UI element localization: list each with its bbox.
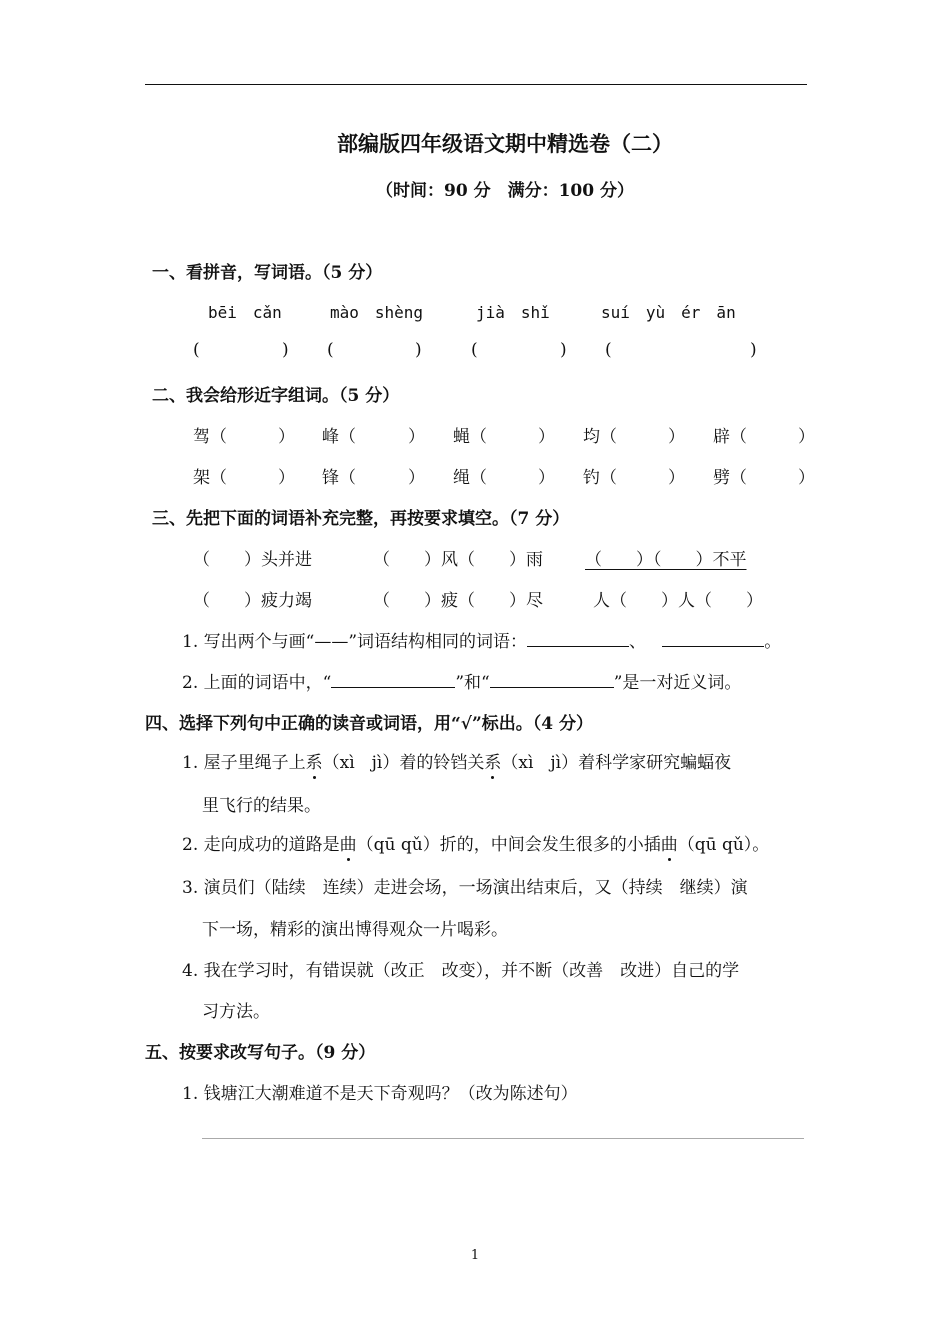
- pinyin-2: mào shèng: [330, 303, 424, 322]
- dotted-char-qu-2: 曲: [661, 830, 678, 855]
- char-item-2-4: 钓（: [583, 468, 617, 488]
- answer-paren-open-1: (: [193, 340, 200, 360]
- char-item-1-3: 蝇（: [453, 427, 487, 447]
- q2-text-b: ”和“: [455, 673, 490, 693]
- q2-text-a: 2. 上面的词语中，“: [182, 673, 332, 693]
- idiom-2-2: （ ）疲（ ）尽: [373, 591, 543, 611]
- char-item-1-2: 峰（: [322, 427, 356, 447]
- section-5-heading: 五、按要求改写句子。（9 分）: [145, 1043, 376, 1063]
- char-item-2-4-close: ）: [668, 468, 685, 488]
- section-4-question-3: 3. 演员们（陆续 连续）走进会场，一场演出结束后，又（持续 继续）演: [182, 878, 748, 898]
- section-4-question-2: [182, 830, 769, 855]
- idiom-2-1: （ ）疲力竭: [193, 591, 312, 611]
- char-item-2-1-close: ）: [278, 468, 295, 488]
- char-item-2-5-close: ）: [798, 468, 815, 488]
- pinyin-1: bēi cǎn: [208, 303, 282, 322]
- top-rule: [145, 84, 807, 85]
- pinyin-4: suí yù ér ān: [601, 303, 736, 322]
- section-3-question-2: [182, 668, 741, 693]
- q1-end: 。: [764, 632, 782, 652]
- dotted-char-qu-1: 曲: [340, 830, 357, 855]
- page-number: 1: [470, 1248, 480, 1263]
- section-4-heading: 四、选择下列句中正确的读音或词语，用“√”标出。（4 分）: [145, 714, 593, 734]
- q2-text-b: （qū qǔ）折的，中间会发生很多的小插: [356, 835, 661, 855]
- char-item-1-5-close: ）: [798, 427, 815, 447]
- q1-text-a: 1. 屋子里绳子上: [182, 753, 306, 773]
- answer-line[interactable]: [202, 1138, 804, 1139]
- char-item-2-3: 绳（: [453, 468, 487, 488]
- char-item-2-2-close: ）: [408, 468, 425, 488]
- section-3-heading: 三、先把下面的词语补充完整，再按要求填空。（7 分）: [152, 509, 570, 529]
- char-item-1-2-close: ）: [408, 427, 425, 447]
- char-item-2-1: 架（: [193, 468, 227, 488]
- answer-paren-open-3: (: [471, 340, 478, 360]
- idiom-2-3: 人（ ）人（ ）: [593, 591, 763, 611]
- q1-text-c: （xì jì）着科学家研究蝙蝠夜: [501, 753, 732, 773]
- idiom-1-2: （ ）风（ ）雨: [373, 550, 543, 570]
- char-item-2-2: 锋（: [322, 468, 356, 488]
- pinyin-3: jià shǐ: [476, 303, 550, 322]
- section-4-question-3-cont: 下一场，精彩的演出博得观众一片喝彩。: [202, 920, 508, 940]
- q2-text-c: ”是一对近义词。: [613, 673, 742, 693]
- section-1-heading: 一、看拼音，写词语。（5 分）: [152, 263, 383, 283]
- section-3-question-1: [182, 627, 781, 652]
- char-item-1-5: 辟（: [713, 427, 747, 447]
- q1-text-b: （xì jì）着的铃铛关: [322, 753, 485, 773]
- char-item-1-1: 驾（: [193, 427, 227, 447]
- page-title: 部编版四年级语文期中精选卷（二）: [337, 131, 673, 156]
- section-4-question-1: [182, 748, 731, 773]
- char-item-2-3-close: ）: [538, 468, 555, 488]
- section-2-heading: 二、我会给形近字组词。（5 分）: [152, 386, 400, 406]
- answer-paren-open-2: (: [327, 340, 334, 360]
- q1-text: 1. 写出两个与画“——”词语结构相同的词语：: [182, 632, 528, 652]
- section-4-question-4-cont: 习方法。: [202, 1002, 270, 1022]
- char-item-1-3-close: ）: [538, 427, 555, 447]
- fill-blank-2[interactable]: [662, 630, 764, 647]
- char-item-1-1-close: ）: [278, 427, 295, 447]
- char-item-1-4: 均（: [583, 427, 617, 447]
- section-5-question-1: 1. 钱塘江大潮难道不是天下奇观吗？（改为陈述句）: [182, 1084, 578, 1104]
- q2-text-a: 2. 走向成功的道路是: [182, 835, 340, 855]
- answer-paren-close-2: ): [415, 340, 422, 360]
- idiom-1-3-underlined: （ ）（ ）不平: [585, 550, 747, 570]
- answer-paren-close-3: ): [560, 340, 567, 360]
- dotted-char-xi-2: 系: [484, 748, 501, 773]
- dotted-char-xi-1: 系: [306, 748, 323, 773]
- idiom-1-1: （ ）头并进: [193, 550, 312, 570]
- answer-paren-close-4: ): [750, 340, 757, 360]
- section-4-question-1-cont: 里飞行的结果。: [202, 796, 321, 816]
- fill-blank-3[interactable]: [331, 671, 455, 688]
- q1-separator: 、: [629, 632, 647, 652]
- fill-blank-1[interactable]: [527, 630, 629, 647]
- char-item-1-4-close: ）: [668, 427, 685, 447]
- answer-paren-close-1: ): [282, 340, 289, 360]
- fill-blank-4[interactable]: [490, 671, 614, 688]
- section-4-question-4: 4. 我在学习时，有错误就（改正 改变），并不断（改善 改进）自己的学: [182, 961, 740, 981]
- answer-paren-open-4: (: [605, 340, 612, 360]
- page-subtitle: （时间：90 分 满分：100 分）: [376, 181, 634, 201]
- q2-text-c: （qū qǔ）。: [677, 835, 770, 855]
- char-item-2-5: 劈（: [713, 468, 747, 488]
